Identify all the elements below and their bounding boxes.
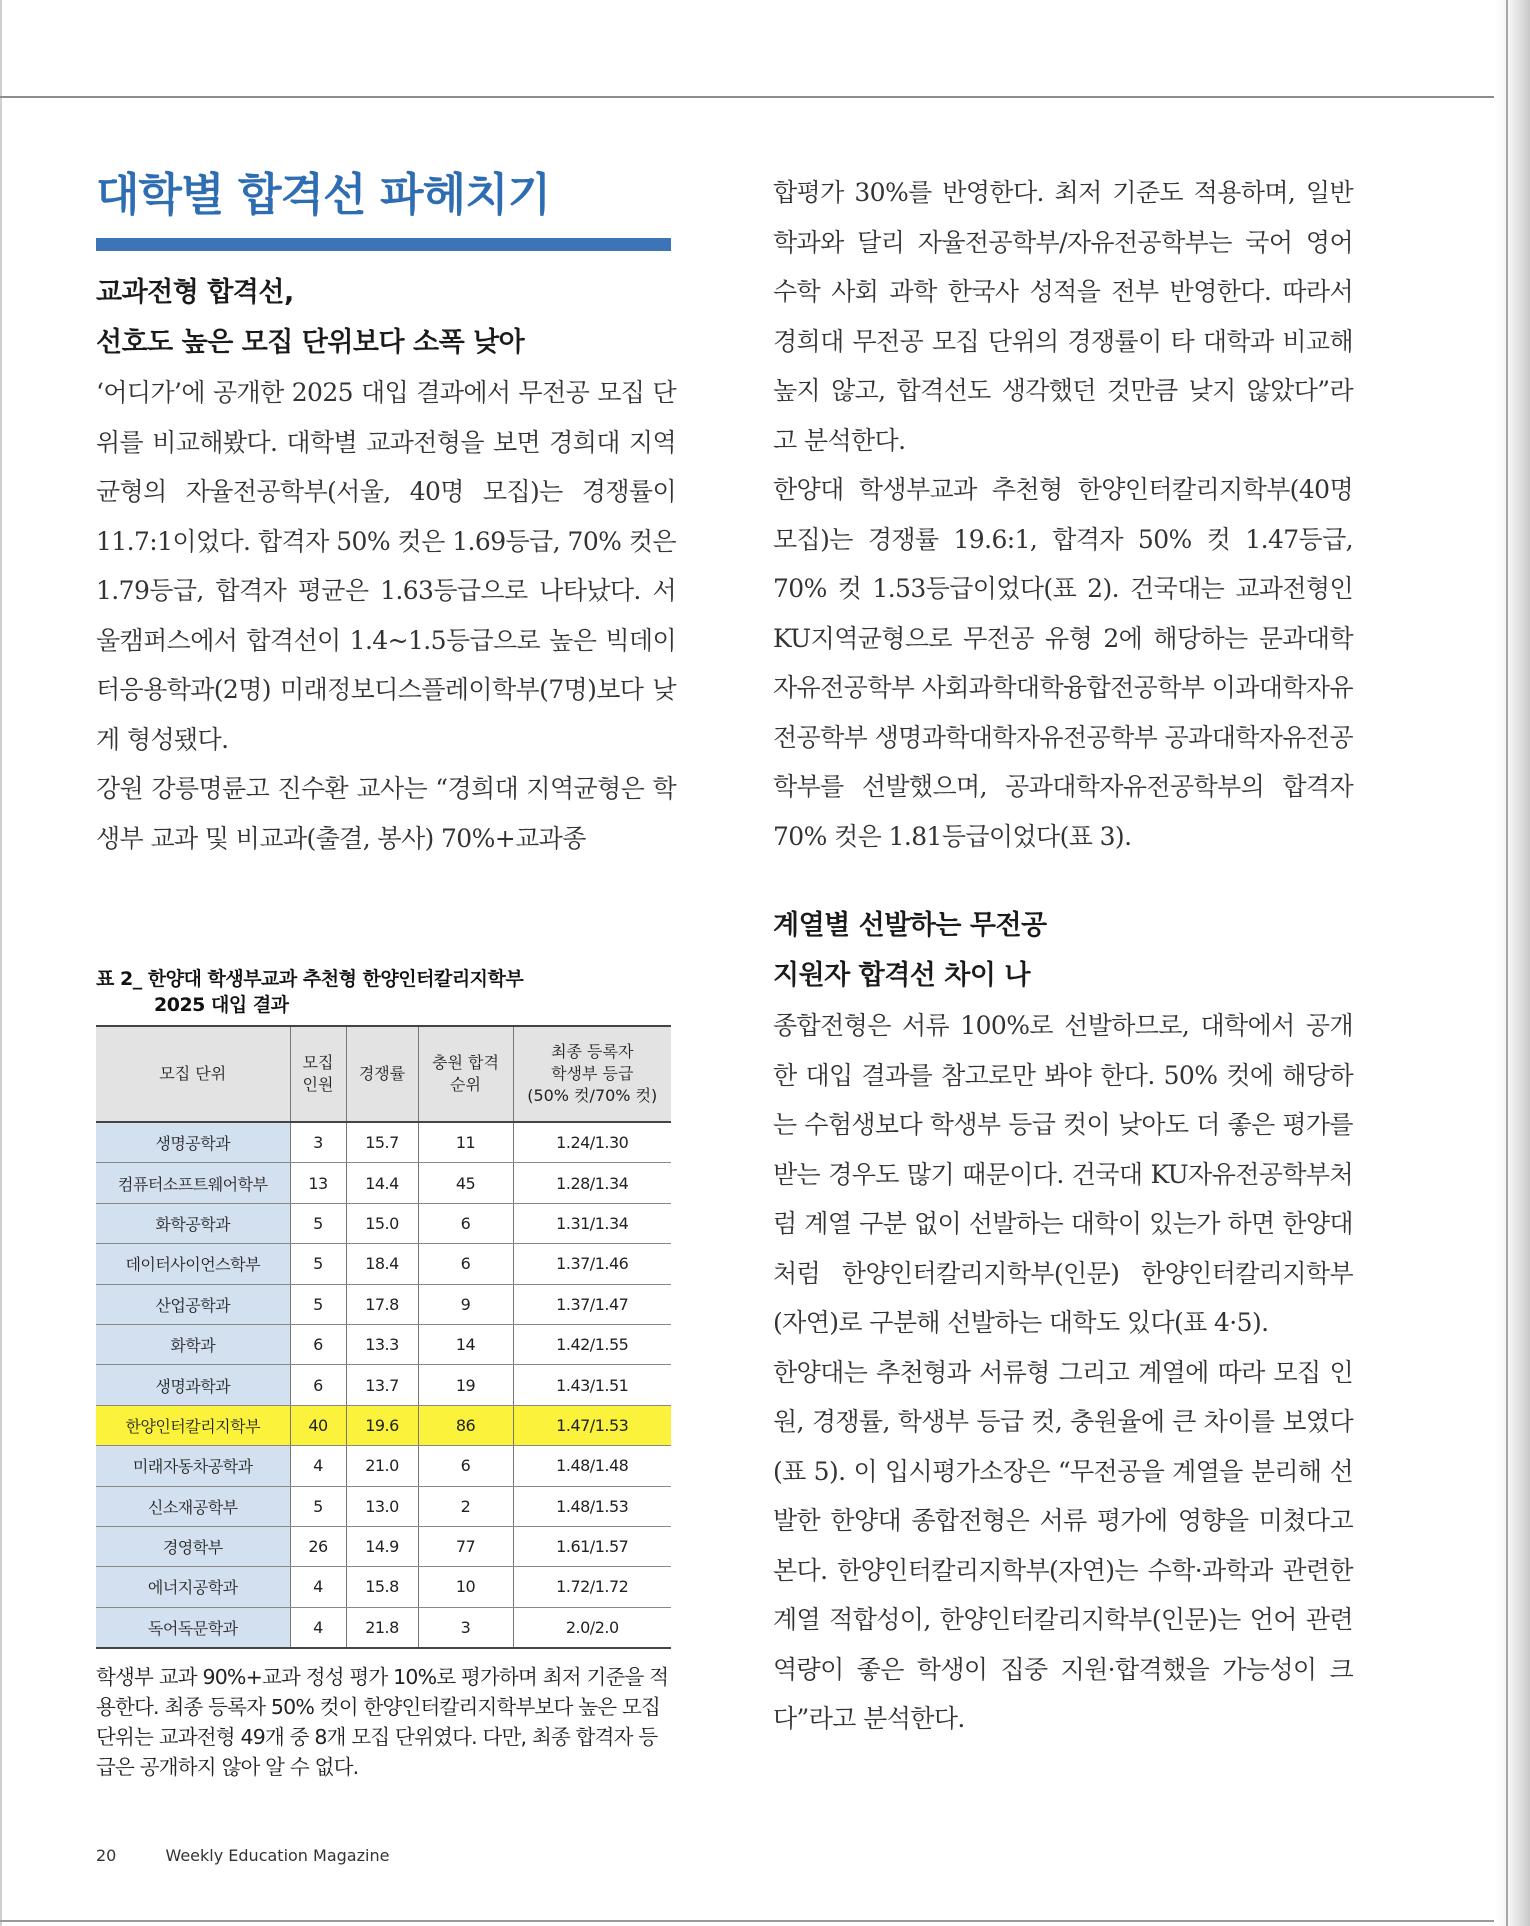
table-cell: 14.4 [346, 1163, 418, 1203]
table-cell-unit: 독어독문학과 [96, 1607, 290, 1648]
right-paragraph-1: 합평가 30%를 반영한다. 최저 기준도 적용하며, 일반학과와 달리 자율전공학부/자유전공학부는 국어 영어 수학 사회 과학 한국사 성적을 전부 반영한다. 따라서 경희대 무전공 모집 단위의 경쟁률이 타 대학과 비교해 높지 않고, 합격선도 생각했던 것만큼 낮지 않았다”라고 분석한다. [773, 178, 1353, 455]
table-cell-unit: 생명공학과 [96, 1122, 290, 1163]
table-cell: 1.37/1.47 [513, 1284, 671, 1324]
table-row [96, 1567, 671, 1607]
page-edge-top [0, 96, 1512, 98]
table-cell: 14 [418, 1324, 513, 1364]
left-paragraph-1: ‘어디가’에 공개한 2025 대입 결과에서 무전공 모집 단위를 비교해봤다. 대학별 교과전형을 보면 경희대 지역균형의 자율전공학부(서울, 40명 모집)는 경쟁률이 11.7:1이었다. 합격자 50% 컷은 1.69등급, 70% 컷은 1.79등급, 합격자 평균은 1.63등급으로 나타났다. 서울캠퍼스에서 합격선이 1.4~1.5등급으로 높은 빅데이터응용학과(2명) 미래정보디스플레이학부(7명)보다 낮게 형성됐다. [96, 378, 676, 754]
table-cell: 13.3 [346, 1324, 418, 1364]
table-cell-unit: 신소재공학부 [96, 1486, 290, 1526]
table-header-row [96, 1026, 671, 1122]
right-subheading-line-2: 지원자 합격선 차이 나 [773, 960, 1030, 991]
table-cell: 6 [418, 1244, 513, 1284]
table-cell: 1.42/1.55 [513, 1324, 671, 1364]
table-cell: 86 [418, 1405, 513, 1445]
table-cell: 14.9 [346, 1526, 418, 1566]
table-row [96, 1486, 671, 1526]
table-cell: 1.24/1.30 [513, 1122, 671, 1163]
table-cell: 13.7 [346, 1365, 418, 1405]
table-cell: 1.48/1.48 [513, 1446, 671, 1486]
table-cell-unit: 생명과학과 [96, 1365, 290, 1405]
table-note: 학생부 교과 90%+교과 정성 평가 10%로 평가하며 최저 기준을 적용한다. 최종 등록자 50% 컷이 한양인터칼리지학부보다 높은 모집 단위는 교과전형 49개 중 8개 모집 단위였다. 다만, 최종 합격자 등급은 공개하지 않아 알 수 없다. [96, 1665, 669, 1779]
table-cell-unit: 데이터사이언스학부 [96, 1244, 290, 1284]
left-subheading-line-1: 교과전형 합격선, [96, 277, 294, 308]
table-cell: 3 [418, 1607, 513, 1648]
right-column [773, 168, 1353, 1744]
table-cell: 5 [290, 1284, 346, 1324]
table-row-highlighted [96, 1405, 671, 1445]
section-title: 대학별 합격선 파헤치기 [96, 168, 551, 221]
table-cell: 9 [418, 1284, 513, 1324]
table-cell: 1.43/1.51 [513, 1365, 671, 1405]
right-paragraph-3: 종합전형은 서류 100%로 선발하므로, 대학에서 공개한 대입 결과를 참고로만 봐야 한다. 50% 컷에 해당하는 수험생보다 학생부 등급 컷이 낮아도 더 좋은 평가를 받는 경우도 많기 때문이다. 건국대 KU자유전공학부처럼 계열 구분 없이 선발하는 대학이 있는가 하면 한양대처럼 한양인터칼리지학부(인문) 한양인터칼리지학부(자연)로 구분해 선발하는 대학도 있다(표 4·5). [773, 1011, 1353, 1337]
table-cell: 6 [290, 1365, 346, 1405]
table-row [96, 1122, 671, 1163]
right-paragraph-4: 한양대는 추천형과 서류형 그리고 계열에 따라 모집 인원, 경쟁률, 학생부 등급 컷, 충원율에 큰 차이를 보였다(표 5). 이 입시평가소장은 “무전공을 계열을 분리해 선발한 한양대 종합전형은 서류 평가에 영향을 미쳤다고 본다. 한양인터칼리지학부(자연)는 수학·과학과 관련한 계열 적합성이, 한양인터칼리지학부(인문)는 언어 관련 역량이 좋은 학생이 집중 지원·합격했을 가능성이 크다”라고 분석한다. [773, 1357, 1353, 1733]
table-row [96, 1365, 671, 1405]
table-cell: 1.31/1.34 [513, 1203, 671, 1243]
table-cell: 4 [290, 1446, 346, 1486]
table-cell: 5 [290, 1486, 346, 1526]
table-cell-unit: 경영학부 [96, 1526, 290, 1566]
table-cell: 5 [290, 1203, 346, 1243]
table-cell: 2 [418, 1486, 513, 1526]
page-edge-left [0, 0, 2, 1926]
table-cell: 15.0 [346, 1203, 418, 1243]
table-cell: 11 [418, 1122, 513, 1163]
table-cell: 17.8 [346, 1284, 418, 1324]
page-footer [96, 1846, 389, 1865]
table-cell: 26 [290, 1526, 346, 1566]
title-underline-bar [96, 238, 671, 251]
page-fold-shadow [1494, 0, 1530, 1926]
magazine-name: Weekly Education Magazine [165, 1846, 390, 1865]
table-row [96, 1324, 671, 1364]
table-row [96, 1163, 671, 1203]
table-cell: 4 [290, 1567, 346, 1607]
table-cell-unit: 화학공학과 [96, 1203, 290, 1243]
page-fold-line [1506, 0, 1508, 1926]
table-cell: 15.7 [346, 1122, 418, 1163]
table-cell: 13.0 [346, 1486, 418, 1526]
table-caption-line-2: 2025 대입 결과 [154, 994, 289, 1016]
table-cell: 1.28/1.34 [513, 1163, 671, 1203]
table-row [96, 1284, 671, 1324]
table-cell-unit: 산업공학과 [96, 1284, 290, 1324]
table-cell: 18.4 [346, 1244, 418, 1284]
table-caption [96, 966, 676, 1018]
table-cell-unit: 에너지공학과 [96, 1567, 290, 1607]
table-cell: 19.6 [346, 1405, 418, 1445]
table-body [96, 1122, 671, 1648]
table-cell: 15.8 [346, 1567, 418, 1607]
table-caption-line-1: 표 2_ 한양대 학생부교과 추천형 한양인터칼리지학부 [96, 968, 524, 990]
table-cell: 2.0/2.0 [565, 1617, 619, 1637]
table-row [96, 1203, 671, 1243]
table-header-cell: 경쟁률 [346, 1026, 418, 1122]
table-header-cell: 모집 인원 [290, 1026, 346, 1122]
table-cell: 21.0 [346, 1446, 418, 1486]
table-cell: 3 [290, 1122, 346, 1163]
table-cell: 13 [290, 1163, 346, 1203]
table-cell: 6 [418, 1446, 513, 1486]
table-row [96, 1446, 671, 1486]
table-cell: 1.47/1.53 [513, 1405, 671, 1445]
page-edge-bottom [0, 1920, 1500, 1922]
table-cell: 40 [290, 1405, 346, 1445]
table-row [96, 1244, 671, 1284]
table-cell: 1.61/1.57 [513, 1526, 671, 1566]
right-column-gap [773, 861, 1353, 901]
left-column [96, 268, 676, 863]
table-cell: 6 [418, 1203, 513, 1243]
table-cell-unit: 미래자동차공학과 [96, 1446, 290, 1486]
table-cell: 6 [290, 1324, 346, 1364]
table-cell: 10 [418, 1567, 513, 1607]
page-number: 20 [96, 1846, 117, 1865]
table-header-cell: 최종 등록자 학생부 등급 (50% 컷/70% 컷) [513, 1026, 671, 1122]
table-cell: 1.72/1.72 [513, 1567, 671, 1607]
left-paragraph-2: 강원 강릉명륜고 진수환 교사는 “경희대 지역균형은 학생부 교과 및 비교과(출결, 봉사) 70%+교과종 [96, 774, 676, 853]
table-cell-unit: 화학과 [96, 1324, 290, 1364]
table-cell: 1.48/1.53 [513, 1486, 671, 1526]
table-cell: 77 [418, 1526, 513, 1566]
table-cell: 4 [290, 1607, 346, 1648]
table-cell-unit: 한양인터칼리지학부 [96, 1405, 290, 1445]
table-cell: 19 [418, 1365, 513, 1405]
table-cell: 5 [290, 1244, 346, 1284]
table-header-cell: 모집 단위 [96, 1026, 290, 1122]
left-subheading-line-2: 선호도 높은 모집 단위보다 소폭 낮아 [96, 327, 525, 358]
table-cell: 21.8 [346, 1607, 418, 1648]
table-header-cell: 충원 합격 순위 [418, 1026, 513, 1122]
table-row [96, 1526, 671, 1566]
table-cell-unit: 컴퓨터소프트웨어학부 [96, 1163, 290, 1203]
admission-results-table [96, 1025, 671, 1649]
right-subheading-line-1: 계열별 선발하는 무전공 [773, 910, 1047, 941]
table-cell: 1.37/1.46 [513, 1244, 671, 1284]
right-paragraph-2: 한양대 학생부교과 추천형 한양인터칼리지학부(40명 모집)는 경쟁률 19.6:1, 합격자 50% 컷 1.47등급, 70% 컷 1.53등급이었다(표 2). 건국대는 교과전형인 KU지역균형으로 무전공 유형 2에 해당하는 문과대학자유전공학부 사회과학대학융합전공학부 이과대학자유전공학부 생명과학대학자유전공학부 공과대학자유전공학부를 선발했으며, 공과대학자유전공학부의 합격자 70% 컷은 1.81등급이었다(표 3). [773, 475, 1353, 851]
table-cell: 45 [418, 1163, 513, 1203]
table-row [96, 1607, 671, 1648]
